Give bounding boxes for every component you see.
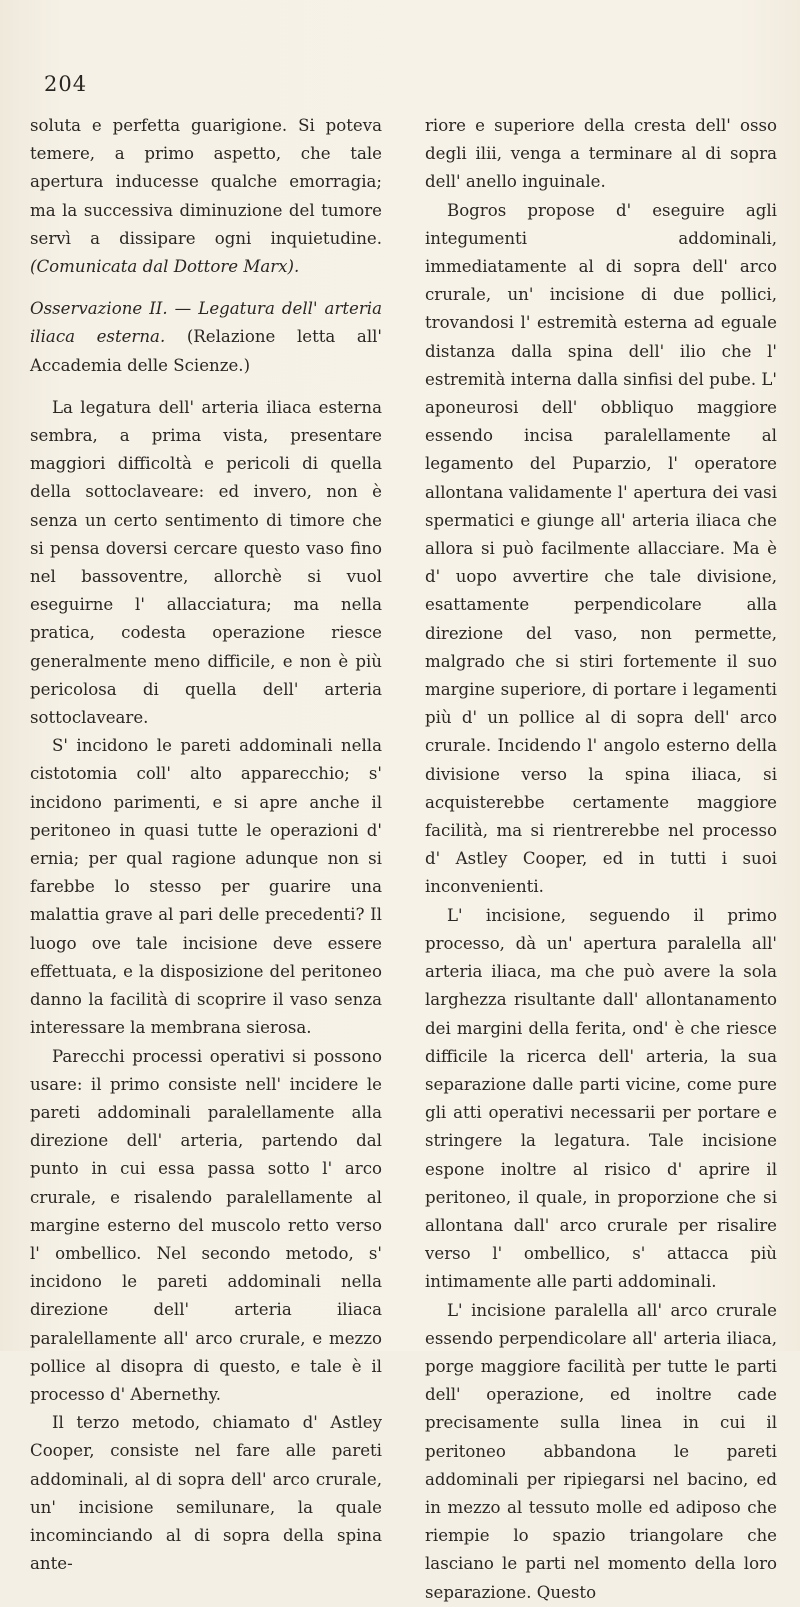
paragraph: Bogros propose d' eseguire agli integumenti addominali, immediatamente al di sopra dell' arco crurale, un' incisione di due pollici, trovandosi l' estremità esterna ad eguale distanza dalla spina dell' ilio che l' estremità interna dalla sinfisi del pube. L' aponeurosi dell' obbliquo maggiore essendo incisa paralellamente al legamento del Puparzio, l' operatore allontana validamente l' apertura dei vasi spermatici e giunge all' arteria iliaca che allora si può facilmente allacciare. Ma è d' uopo avvertire che tale divisione, esattamente perpendicolare alla direzione del vaso, non permette, malgrado che si stiri fortemente il suo margine superiore, di portare i legamenti più d' un pollice al di sopra dell' arco crurale. Incidendo l' angolo esterno della divisione verso la spina iliaca, si acquisterebbe certamente maggiore facilità, ma si rientrerebbe nel processo d' Astley Cooper, ed in tutti i suoi inconvenienti. <box>425 200 777 897</box>
observation-subtitle: (Relazione letta all' Accademia delle Scienze.) <box>30 327 382 375</box>
continued-paragraph <box>30 112 382 281</box>
paragraph: Il terzo metodo, chiamato d' Astley Cooper, consiste nel fare alle pareti addominali, al di sopra dell' arco crurale, un' incisione semilunare, la quale incominciando al di sopra della spina ante- <box>30 1413 382 1574</box>
left-column <box>30 112 382 1578</box>
paragraph: L' incisione paralella all' arco crurale essendo perpendicolare all' arteria iliaca, porge maggiore facilità per tutte le parti dell' operazione, ed inoltre cade precisamente sulla linea in cui il peritoneo abbandona le pareti addominali per ripiegarsi nel bacino, ed in mezzo al tessuto molle ed adiposo che riempie lo spazio triangolare che lasciano le parti nel momento della loro separazione. Questo <box>425 1300 777 1602</box>
paragraph: La legatura dell' arteria iliaca esterna sembra, a prima vista, presentare maggiori difficoltà e pericoli di quella della sottoclaveare: ed invero, non è senza un certo sentimento di timore che si pensa doversi cercare questo vaso fino nel bassoventre, allorchè si vuol eseguirne l' allacciatura; ma nella pratica, codesta operazione riesce generalmente meno difficile, e non è più pericolosa di quella dell' arteria sottoclaveare. <box>30 397 382 728</box>
observation-heading: Osservazione II. — Legatura dell' arteria iliaca esterna. <box>30 299 382 347</box>
paragraph: L' incisione, seguendo il primo processo, dà un' apertura paralella all' arteria iliaca, ma che può avere la sola larghezza risultante dall' allontanamento dei margini della ferita, ond' è che riesce difficile la ricerca dell' arteria, la sua separazione dalle parti vicine, come pure gli atti operativi necessarii per portare e stringere la legatura. Tale incisione espone inoltre al risico d' aprire il peritoneo, il quale, in proporzione che si allontana dall' arco crurale per risalire verso l' ombellico, s' attacca più intimamente alle parti addominali. <box>425 905 777 1292</box>
right-column <box>425 112 777 1607</box>
continued-text: soluta e perfetta guarigione. Si poteva temere, a primo aspetto, che tale apertura inducesse qualche emorragia; ma la successiva diminuzione del tumore servì a dissipare ogni inquietudine. <box>30 116 382 248</box>
observation-title <box>30 295 382 380</box>
paragraph: Parecchi processi operativi si possono usare: il primo consiste nell' incidere le pareti addominali paralellamente alla direzione dell' arteria, partendo dal punto in cui essa passa sotto l' arco crurale, e risalendo paralellamente al margine esterno del muscolo retto verso l' ombellico. Nel secondo metodo, s' incidono le pareti addominali nella direzione dell' arteria iliaca paralellamente all' arco crurale, e mezzo pollice al disopra di questo, e tale è il processo d' Abernethy. <box>30 1046 382 1404</box>
source-note: (Comunicata dal Dottore Marx). <box>30 257 300 277</box>
continued-paragraph: riore e superiore della cresta dell' osso degli ilii, venga a terminare al di sopra dell' anello inguinale. <box>425 116 777 192</box>
page-number: 204 <box>44 72 88 96</box>
paragraph: S' incidono le pareti addominali nella cistotomia coll' alto apparecchio; s' incidono parimenti, e si apre anche il peritoneo in quasi tutte le operazioni d' ernia; per qual ragione adunque non si farebbe lo stesso per guarire una malattia grave al pari delle precedenti? Il luogo ove tale incisione deve essere effettuata, e la disposizione del peritoneo danno la facilità di scoprire il vaso senza interessare la membrana sierosa. <box>30 736 382 1038</box>
